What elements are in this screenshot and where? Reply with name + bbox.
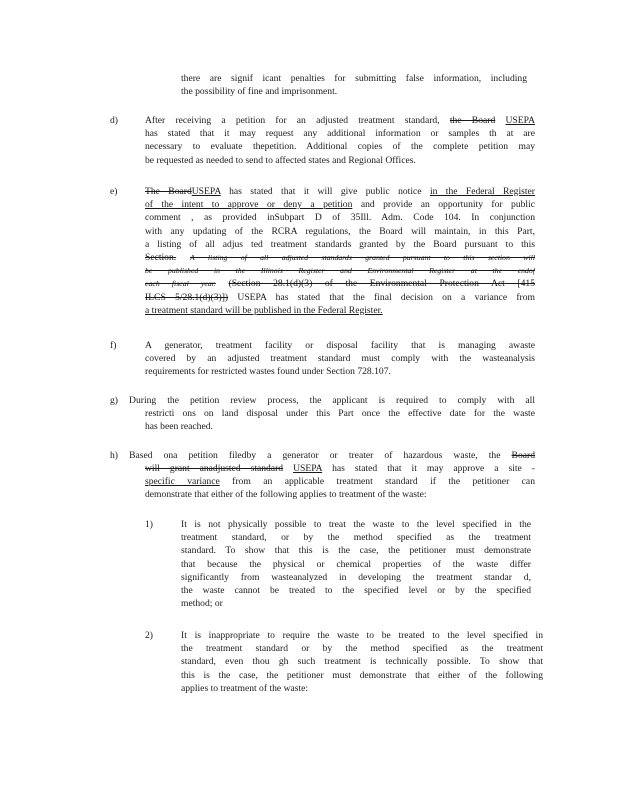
text-line: that because the physical or chemical properties of the waste differ xyxy=(181,558,531,570)
text-line: After receiving a petition for an adjusted treatment standard, the Board USEPA xyxy=(145,115,535,126)
struck-text: The Board xyxy=(145,186,192,197)
text-line: It is inappropriate to require the waste to be treated to the level specified in xyxy=(181,630,543,641)
struck-text: ILCS 5/28.1(d)(3)]) xyxy=(145,291,229,303)
text-line: covered by an adjusted treatment standard must comply with the wasteanalysis xyxy=(145,353,535,365)
paragraph-f xyxy=(145,339,535,379)
inserted-text: a treatment standard will be published in the Federal Register. xyxy=(145,304,383,316)
text-line: a listing of all adjus ted treatment standards granted by the Board pursuant to this xyxy=(145,238,535,250)
text-line: there are signif icant penalties for submitting false information, including xyxy=(181,73,527,84)
text-line: method; or xyxy=(181,598,223,610)
struck-text: be published in the Illinois Register and Environmental Register at the endof xyxy=(145,266,535,276)
item-label-d: d) xyxy=(110,115,118,126)
text-line: comment , as provided inSubpart D of 35Ill. Adm. Code 104. In conjunction xyxy=(145,212,535,224)
text-line xyxy=(145,304,535,317)
inserted-text: specific variance xyxy=(145,476,220,488)
subparagraph-1 xyxy=(181,518,531,610)
text-line: of the intent to approve or deny a petition and provide an opportunity for public xyxy=(145,199,535,211)
text-line: standard, even thou gh such treatment is technically possible. To show that xyxy=(181,656,543,668)
subparagraph-2 xyxy=(181,629,543,695)
inserted-text: USEPA xyxy=(505,115,535,126)
inserted-text: USEPA xyxy=(191,186,221,197)
text-line: It is not physically possible to treat the waste to the level specified in the xyxy=(181,519,531,530)
text-line: the treatment standard or by the method specified as the treatment xyxy=(181,643,543,655)
text-line: treatment standard, or by the method specified as the treatment xyxy=(181,532,531,544)
paragraph-d xyxy=(145,114,535,167)
struck-text: Section. xyxy=(145,252,177,264)
text-line: has stated that it may request any additional information or samples th at are xyxy=(145,128,535,140)
struck-text: will grant anadjusted standard xyxy=(145,463,284,474)
text-line: with any updating of the RCRA regulations, the Board will maintain, in this Part, xyxy=(145,225,535,237)
text-line xyxy=(145,251,535,264)
struck-text: (Section 28.1(d)(3) of the Environmental Protection Act [415 xyxy=(228,278,535,290)
text-line: A generator, treatment facility or disposal facility that is managing awaste xyxy=(145,340,535,351)
struck-text: each fiscal year. xyxy=(145,279,216,289)
subitem-label-2: 2) xyxy=(145,630,153,641)
text-line: h) Based ona petition filedby a generator or treater of hazardous waste, the Board xyxy=(110,450,535,461)
text-line: applies to treatment of the waste: xyxy=(181,682,309,694)
text-line: ILCS 5/28.1(d)(3)]) USEPA has stated that the final decision on a variance from xyxy=(145,291,535,303)
text-line: the possibility of fine and imprisonment. xyxy=(181,86,338,98)
paragraph-h xyxy=(110,449,535,462)
text-line: g) During the petition review process, the applicant is required to comply with all xyxy=(110,395,535,406)
text-line: has been reached. xyxy=(145,421,213,433)
text-line: standard. To show that this is the case, the petitioner must demonstrate xyxy=(181,545,531,557)
text-line: the waste cannot be treated to the specified level or by the specified xyxy=(181,585,531,597)
inserted-text: USEPA xyxy=(293,463,323,474)
item-label-e: e) xyxy=(110,186,118,197)
intro-paragraph xyxy=(181,72,527,98)
struck-text: Board xyxy=(511,450,535,461)
text-line xyxy=(145,264,535,277)
item-label-f: f) xyxy=(110,340,117,351)
paragraph-e xyxy=(145,185,535,317)
subitem-label-1: 1) xyxy=(145,519,153,530)
text-line: requirements for restricted wastes found under Section 728.107. xyxy=(145,366,391,378)
paragraph-g xyxy=(110,394,535,407)
struck-text: A listing of all adjusted standards granted pursuant to this section will xyxy=(189,253,535,263)
text-line: specific variance from an applicable treatment standard if the petitioner can xyxy=(145,476,535,488)
text-line: significantly from wasteanalyzed in developing the treatment standar d, xyxy=(181,571,531,583)
text-line: this is the case, the petitioner must demonstrate that either of the following xyxy=(181,669,543,681)
text-line: demonstrate that either of the following applies to treatment of the waste: xyxy=(145,489,427,501)
paragraph-h-continued xyxy=(145,462,535,502)
text-line: restricti ons on land disposal under this Part once the effective date for the waste xyxy=(145,408,535,419)
inserted-text: of the intent to approve or deny a petition xyxy=(145,199,353,211)
paragraph-g-continued xyxy=(145,407,535,433)
struck-text: the Board xyxy=(449,115,496,126)
text-line: The BoardUSEPA has stated that it will give public notice in the Federal Register xyxy=(145,186,535,197)
text-line: be requested as needed to send to affected states and Regional Offices. xyxy=(145,154,416,166)
text-line: necessary to evaluate thepetition. Additional copies of the complete petition may xyxy=(145,141,535,153)
text-line: will grant anadjusted standard USEPA has stated that it may approve a site - xyxy=(145,463,535,474)
inserted-text: in the Federal Register xyxy=(429,186,535,197)
text-line xyxy=(145,277,535,290)
